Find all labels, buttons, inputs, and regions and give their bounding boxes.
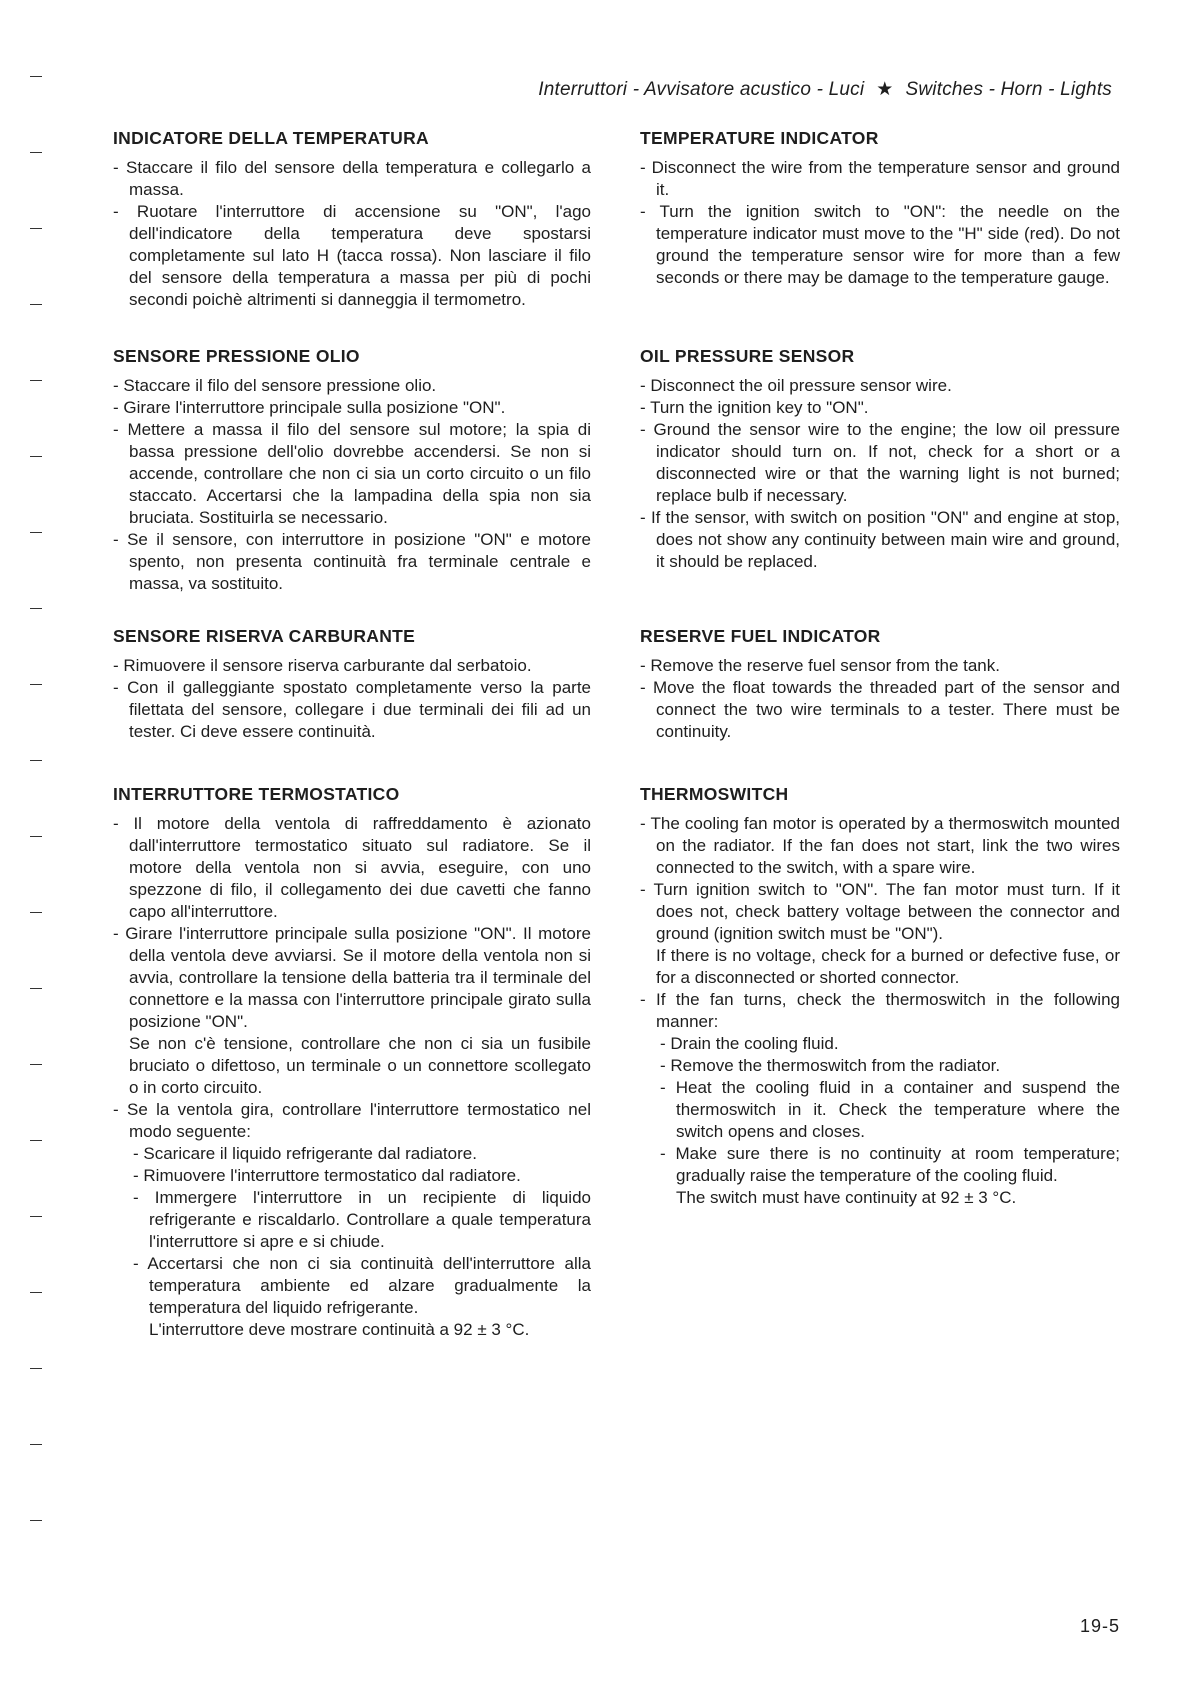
section-title: TEMPERATURE INDICATOR [640, 128, 879, 148]
sub-list-item: - Make sure there is no continuity at room temperature; gradually raise the temperature of the cooling fluid. [660, 1144, 1120, 1185]
section-title: OIL PRESSURE SENSOR [640, 346, 855, 366]
list-item: - The cooling fan motor is operated by a thermoswitch mounted on the radiator. If the fan does not start, link the two wires connected to the switch, with a spare wire. [640, 814, 1120, 877]
section-temperature-indicator-en [640, 128, 1120, 289]
header-english: Switches - Horn - Lights [905, 79, 1112, 100]
margin-mark [30, 456, 42, 457]
section-title: INDICATORE DELLA TEMPERATURA [113, 128, 429, 148]
list-item-continuation: If there is no voltage, check for a burned or defective fuse, or for a disconnected or shorted connector. [656, 946, 1120, 987]
list-item: - If the sensor, with switch on position "ON" and engine at stop, does not show any continuity between main wire and ground, it should be replaced. [640, 508, 1120, 571]
margin-mark [30, 1064, 42, 1065]
sub-list-item: - Accertarsi che non ci sia continuità dell'interruttore alla temperatura ambiente ed alzare gradualmente la temperatura del liquido refrigerante. [133, 1254, 591, 1317]
margin-mark [30, 152, 42, 153]
list-item: - Girare l'interruttore principale sulla posizione "ON". [113, 398, 506, 417]
margin-mark [30, 1368, 42, 1369]
list-item: - Con il galleggiante spostato completamente verso la parte filettata del sensore, collegare i due terminali dei fili ad un tester. Ci deve essere continuità. [113, 678, 591, 741]
margin-mark [30, 228, 42, 229]
sub-list-item-continuation: L'interruttore deve mostrare continuità a 92 ± 3 °C. [149, 1320, 530, 1339]
section-temperature-indicator-it [113, 128, 591, 311]
sub-list-item: - Rimuovere l'interruttore termostatico dal radiatore. [133, 1166, 521, 1185]
list-item: - Se la ventola gira, controllare l'interruttore termostatico nel modo seguente: [113, 1100, 591, 1141]
margin-mark [30, 1444, 42, 1445]
section-reserve-fuel-en [640, 626, 1120, 743]
list-item: - Rimuovere il sensore riserva carburante dal serbatoio. [113, 656, 532, 675]
running-header [538, 78, 1112, 101]
margin-mark [30, 988, 42, 989]
margin-mark [30, 304, 42, 305]
sub-list-item: - Immergere l'interruttore in un recipiente di liquido refrigerante e riscaldarlo. Controllare a quale temperatura l'interruttore si apre e si chiude. [133, 1188, 591, 1251]
list-item: - Remove the reserve fuel sensor from the tank. [640, 656, 1000, 675]
section-title: RESERVE FUEL INDICATOR [640, 626, 881, 646]
margin-mark [30, 1140, 42, 1141]
margin-mark [30, 380, 42, 381]
sub-list-item: - Drain the cooling fluid. [660, 1034, 839, 1053]
list-item: - Staccare il filo del sensore pressione olio. [113, 376, 437, 395]
sub-list-item: - Remove the thermoswitch from the radiator. [660, 1056, 1001, 1075]
list-item: - Staccare il filo del sensore della temperatura e collegarlo a massa. [113, 158, 591, 199]
list-item: - Mettere a massa il filo del sensore sul motore; la spia di bassa pressione dell'olio dovrebbe accendersi. Se non si accende, controllare che non ci sia un corto circuito o un filo staccato. Accertarsi che la lampadina della spia non sia bruciata. Sostituirla se necessario. [113, 420, 591, 527]
list-item: - Ground the sensor wire to the engine; the low oil pressure indicator should turn on. If not, check for a short or a disconnected wire or that the warning light is not burned; replace bulb if necessary. [640, 420, 1120, 505]
list-item: - Il motore della ventola di raffreddamento è azionato dall'interruttore termostatico situato sul radiatore. Se il motore della ventola non si avvia, eseguire, con uno spezzone di filo, il collegamento dei due cavetti che fanno capo all'interruttore. [113, 814, 591, 921]
margin-mark [30, 1216, 42, 1217]
section-title: THERMOSWITCH [640, 784, 789, 804]
page-number: 19-5 [1079, 1616, 1120, 1636]
sub-list-item: - Heat the cooling fluid in a container and suspend the thermoswitch in it. Check the temperature where the switch opens and closes. [660, 1078, 1120, 1141]
section-oil-pressure-it [113, 346, 591, 595]
list-item-continuation: Se non c'è tensione, controllare che non ci sia un fusibile bruciato o difettoso, un terminale o un connettore scollegato o in corto circuito. [129, 1034, 591, 1097]
margin-mark [30, 76, 42, 77]
list-item: - If the fan turns, check the thermoswitch in the following manner: [640, 990, 1120, 1031]
margin-mark [30, 760, 42, 761]
margin-mark [30, 1292, 42, 1293]
section-title: INTERRUTTORE TERMOSTATICO [113, 784, 400, 804]
list-item: - Disconnect the oil pressure sensor wire. [640, 376, 952, 395]
list-item: - Turn ignition switch to "ON". The fan motor must turn. If it does not, check battery voltage between the connector and ground (ignition switch must be "ON"). [640, 880, 1120, 943]
list-item: - Turn the ignition switch to "ON": the needle on the temperature indicator must move to the "H" side (red). Do not ground the temperature sensor wire for more than a few seconds or there may be damage to the temperature gauge. [640, 202, 1120, 287]
list-item: - Se il sensore, con interruttore in posizione "ON" e motore spento, non presenta continuità fra terminale centrale e massa, va sostituito. [113, 530, 591, 593]
section-title: SENSORE PRESSIONE OLIO [113, 346, 360, 366]
list-item: - Turn the ignition key to "ON". [640, 398, 869, 417]
list-item: - Move the float towards the threaded part of the sensor and connect the two wire terminals to a tester. There must be continuity. [640, 678, 1120, 741]
margin-mark [30, 836, 42, 837]
header-italian: Interruttori - Avvisatore acustico - Luci [538, 79, 865, 100]
list-item: - Ruotare l'interruttore di accensione su "ON", l'ago dell'indicatore della temperatura deve spostarsi completamente sul lato H (tacca rossa). Non lasciare il filo del sensore della temperatura a massa per più di pochi secondi poichè altrimenti si danneggia il termometro. [113, 202, 591, 309]
margin-mark [30, 608, 42, 609]
section-oil-pressure-en [640, 346, 1120, 573]
list-item: - Girare l'interruttore principale sulla posizione "ON". Il motore della ventola deve avviarsi. Se il motore della ventola non si avvia, controllare la tensione della batteria tra il terminale del connettore e la massa con l'interruttore principale girato sulla posizione "ON". [113, 924, 591, 1031]
section-reserve-fuel-it [113, 626, 591, 743]
margin-mark [30, 684, 42, 685]
margin-mark [30, 532, 42, 533]
star-icon: ★ [876, 79, 894, 100]
section-title: SENSORE RISERVA CARBURANTE [113, 626, 416, 646]
sub-list-item: - Scaricare il liquido refrigerante dal radiatore. [133, 1144, 477, 1163]
margin-mark [30, 912, 42, 913]
section-thermoswitch-it [113, 784, 591, 1341]
margin-mark [30, 1520, 42, 1521]
sub-list-item-continuation: The switch must have continuity at 92 ± 3 °C. [676, 1188, 1017, 1207]
section-thermoswitch-en [640, 784, 1120, 1209]
list-item: - Disconnect the wire from the temperature sensor and ground it. [640, 158, 1120, 199]
